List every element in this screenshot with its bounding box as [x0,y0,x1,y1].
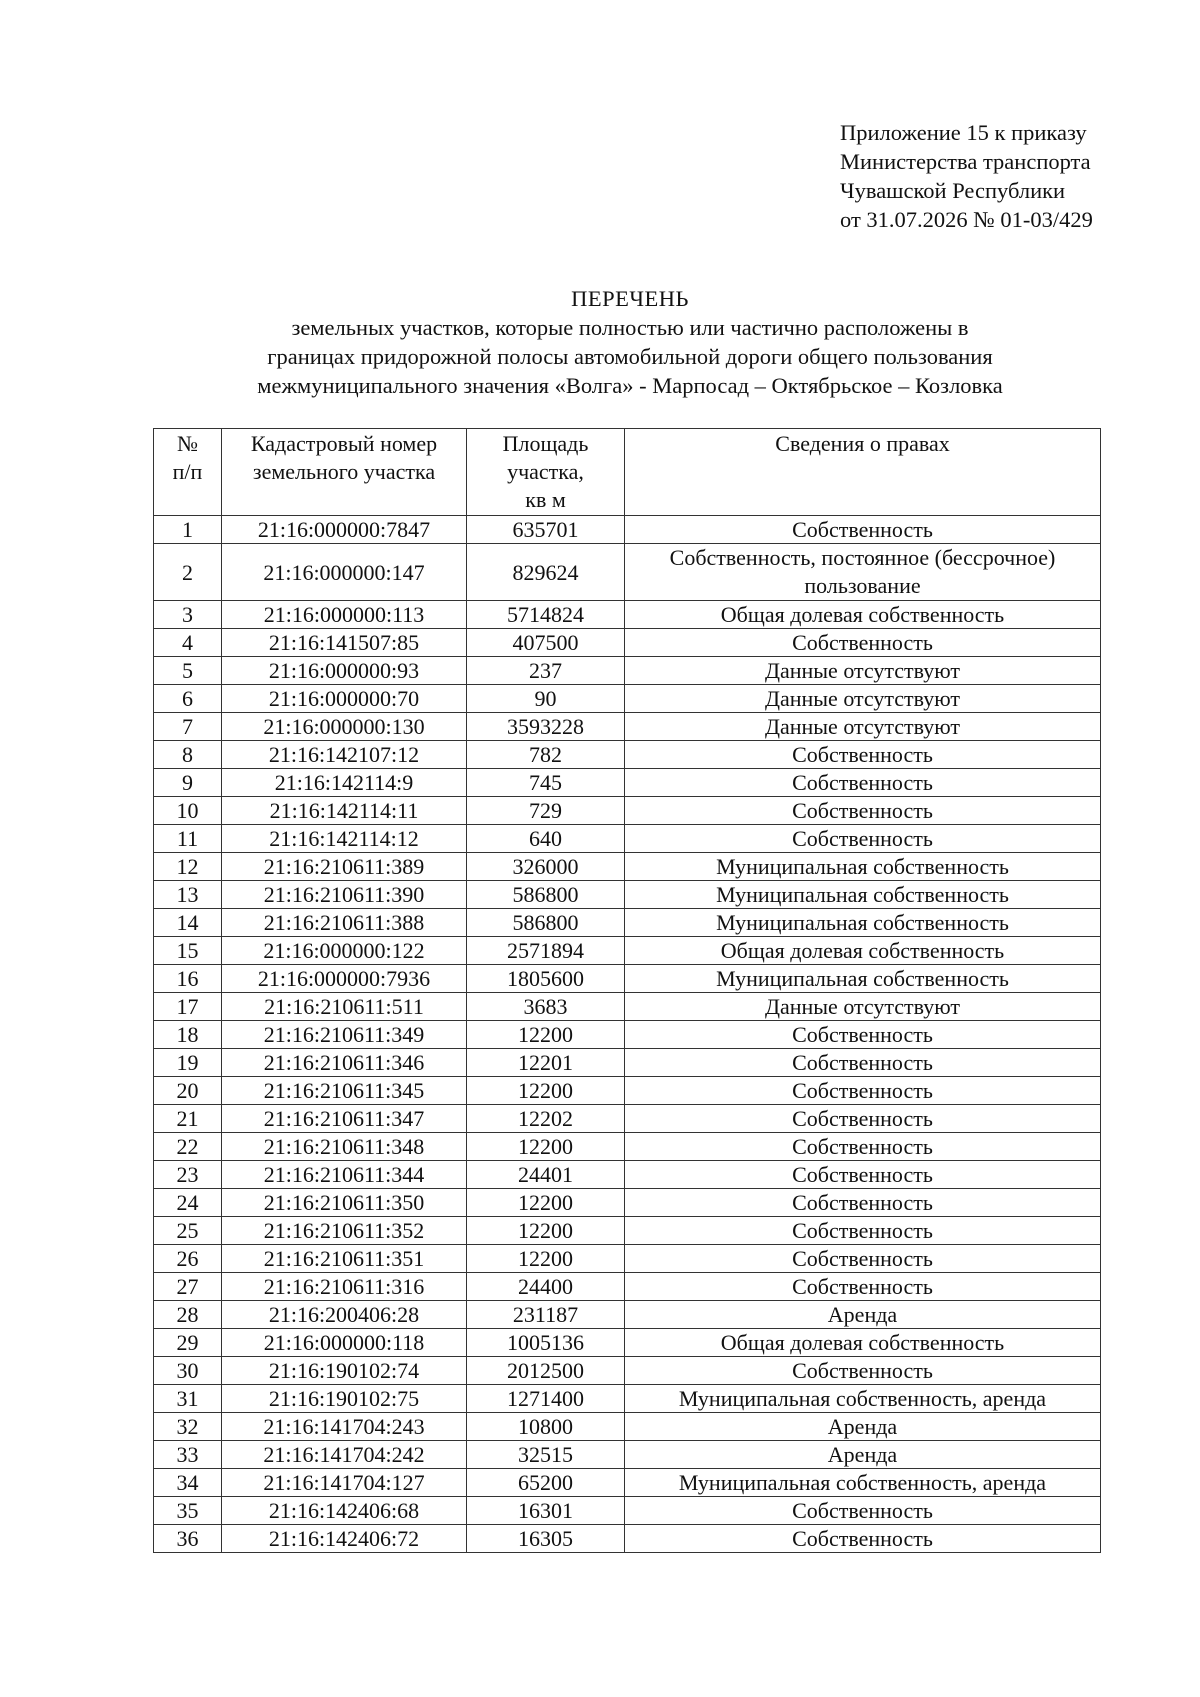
cell-rights: Собственность [625,1357,1101,1385]
cell-cadastral-number: 21:16:000000:70 [222,685,467,713]
table-row [154,685,1101,713]
cell-cadastral-number: 21:16:210611:348 [222,1133,467,1161]
cell-area: 24400 [467,1273,625,1301]
table-row [154,1273,1101,1301]
cell-rights: Муниципальная собственность, аренда [625,1469,1101,1497]
table-row [154,1161,1101,1189]
cell-rights: Собственность [625,1077,1101,1105]
cell-rights: Аренда [625,1413,1101,1441]
appendix-line: Министерства транспорта [840,149,1091,174]
cell-rights: Собственность [625,1021,1101,1049]
cell-area: 12200 [467,1077,625,1105]
table-row [154,1357,1101,1385]
table-row [154,657,1101,685]
table-row [154,1301,1101,1329]
cell-area: 3683 [467,993,625,1021]
cell-cadastral-number: 21:16:210611:349 [222,1021,467,1049]
table-row [154,1525,1101,1553]
cell-number: 22 [154,1133,222,1161]
header-area [467,429,625,516]
cell-rights: Собственность [625,629,1101,657]
table-row [154,965,1101,993]
cell-area: 12200 [467,1133,625,1161]
cell-area: 32515 [467,1441,625,1469]
cell-number: 10 [154,797,222,825]
cell-area: 12201 [467,1049,625,1077]
cell-number: 14 [154,909,222,937]
cell-area: 12200 [467,1189,625,1217]
cell-rights: Собственность [625,797,1101,825]
table-row [154,629,1101,657]
cell-area: 16305 [467,1525,625,1553]
cell-area: 729 [467,797,625,825]
document-heading [150,284,1110,400]
cell-rights: Собственность [625,1105,1101,1133]
cell-cadastral-number: 21:16:210611:511 [222,993,467,1021]
cell-cadastral-number: 21:16:210611:345 [222,1077,467,1105]
cell-rights: Собственность [625,1049,1101,1077]
cell-number: 33 [154,1441,222,1469]
cell-number: 6 [154,685,222,713]
table-row [154,1105,1101,1133]
cell-number: 32 [154,1413,222,1441]
cell-area: 829624 [467,544,625,601]
cell-number: 24 [154,1189,222,1217]
cell-cadastral-number: 21:16:210611:390 [222,881,467,909]
table-row [154,1189,1101,1217]
table-row [154,1329,1101,1357]
cell-area: 231187 [467,1301,625,1329]
header-line: № [177,431,198,456]
table-row [154,544,1101,601]
cell-area: 1805600 [467,965,625,993]
cell-rights: Муниципальная собственность [625,909,1101,937]
cell-area: 1271400 [467,1385,625,1413]
table-row [154,1469,1101,1497]
cell-cadastral-number: 21:16:141704:243 [222,1413,467,1441]
cell-rights: Собственность [625,1217,1101,1245]
cell-number: 4 [154,629,222,657]
cell-number: 35 [154,1497,222,1525]
cell-number: 34 [154,1469,222,1497]
cell-rights: Муниципальная собственность [625,965,1101,993]
table-row [154,769,1101,797]
cell-rights: Собственность [625,1133,1101,1161]
table-row [154,937,1101,965]
cell-rights: Собственность [625,1273,1101,1301]
cell-area: 12200 [467,1021,625,1049]
cell-number: 3 [154,601,222,629]
cell-cadastral-number: 21:16:142406:72 [222,1525,467,1553]
cell-cadastral-number: 21:16:142114:12 [222,825,467,853]
cell-number: 29 [154,1329,222,1357]
table-row [154,1049,1101,1077]
cell-area: 65200 [467,1469,625,1497]
header-line: Кадастровый номер [250,431,438,456]
cell-area: 24401 [467,1161,625,1189]
cell-number: 36 [154,1525,222,1553]
table-row [154,1021,1101,1049]
cell-cadastral-number: 21:16:200406:28 [222,1301,467,1329]
table-row [154,797,1101,825]
cell-cadastral-number: 21:16:142107:12 [222,741,467,769]
cell-rights: Аренда [625,1441,1101,1469]
header-rights [625,429,1101,516]
cell-area: 1005136 [467,1329,625,1357]
header-line: п/п [172,459,203,484]
cell-rights: Муниципальная собственность [625,853,1101,881]
cell-cadastral-number: 21:16:210611:352 [222,1217,467,1245]
cell-cadastral-number: 21:16:210611:316 [222,1273,467,1301]
cell-area: 640 [467,825,625,853]
header-number [154,429,222,516]
cell-rights: Собственность [625,1161,1101,1189]
cell-rights: Муниципальная собственность [625,881,1101,909]
appendix-line: Приложение 15 к приказу [840,120,1087,145]
cell-cadastral-number: 21:16:000000:147 [222,544,467,601]
land-plots-table [153,428,1101,1553]
header-line: земельного участка [252,459,436,484]
appendix-line: Чувашской Республики [840,178,1066,203]
cell-rights: Собственность [625,741,1101,769]
cell-rights: Муниципальная собственность, аренда [625,1385,1101,1413]
table-row [154,1077,1101,1105]
cell-number: 25 [154,1217,222,1245]
cell-rights: Собственность [625,516,1101,544]
header-line: кв м [525,487,566,512]
cell-number: 27 [154,1273,222,1301]
cell-area: 237 [467,657,625,685]
cell-cadastral-number: 21:16:210611:351 [222,1245,467,1273]
cell-rights: Собственность [625,1497,1101,1525]
cell-cadastral-number: 21:16:000000:7847 [222,516,467,544]
cell-rights: Собственность [625,825,1101,853]
table-row [154,909,1101,937]
cell-rights: Данные отсутствуют [625,685,1101,713]
table-row [154,1245,1101,1273]
cell-cadastral-number: 21:16:142114:11 [222,797,467,825]
cell-number: 16 [154,965,222,993]
cell-number: 13 [154,881,222,909]
table-row [154,1133,1101,1161]
cell-number: 20 [154,1077,222,1105]
cell-cadastral-number: 21:16:142114:9 [222,769,467,797]
cell-cadastral-number: 21:16:141704:242 [222,1441,467,1469]
cell-cadastral-number: 21:16:000000:118 [222,1329,467,1357]
header-line: Площадь [502,431,589,456]
cell-number: 1 [154,516,222,544]
cell-number: 23 [154,1161,222,1189]
document-title: ПЕРЕЧЕНЬ [571,286,689,311]
cell-rights: Общая долевая собственность [625,1329,1101,1357]
cell-number: 5 [154,657,222,685]
cell-cadastral-number: 21:16:000000:122 [222,937,467,965]
cell-cadastral-number: 21:16:210611:388 [222,909,467,937]
cell-cadastral-number: 21:16:000000:93 [222,657,467,685]
cell-rights: Собственность, постоянное (бессрочное) пользование [625,544,1101,601]
cell-area: 12200 [467,1245,625,1273]
table-row [154,601,1101,629]
cell-rights: Общая долевая собственность [625,601,1101,629]
cell-rights: Собственность [625,1245,1101,1273]
table-row [154,713,1101,741]
heading-line: межмуниципального значения «Волга» - Марпосад – Октябрьское – Козловка [257,373,1003,398]
cell-number: 17 [154,993,222,1021]
cell-area: 2571894 [467,937,625,965]
cell-area: 407500 [467,629,625,657]
table-row [154,1385,1101,1413]
heading-line: границах придорожной полосы автомобильной дороги общего пользования [267,344,993,369]
table-row [154,1497,1101,1525]
table-row [154,1441,1101,1469]
cell-rights: Собственность [625,1525,1101,1553]
cell-area: 586800 [467,881,625,909]
cell-rights: Собственность [625,769,1101,797]
cell-area: 16301 [467,1497,625,1525]
table-row [154,853,1101,881]
cell-cadastral-number: 21:16:210611:389 [222,853,467,881]
cell-cadastral-number: 21:16:141704:127 [222,1469,467,1497]
cell-cadastral-number: 21:16:210611:350 [222,1189,467,1217]
cell-rights: Данные отсутствуют [625,993,1101,1021]
cell-area: 782 [467,741,625,769]
cell-area: 635701 [467,516,625,544]
header-line: Сведения о правах [775,431,950,456]
cell-cadastral-number: 21:16:210611:346 [222,1049,467,1077]
cell-area: 10800 [467,1413,625,1441]
cell-rights: Аренда [625,1301,1101,1329]
cell-number: 30 [154,1357,222,1385]
cell-cadastral-number: 21:16:190102:75 [222,1385,467,1413]
cell-number: 31 [154,1385,222,1413]
cell-number: 12 [154,853,222,881]
cell-cadastral-number: 21:16:142406:68 [222,1497,467,1525]
cell-number: 26 [154,1245,222,1273]
cell-area: 90 [467,685,625,713]
cell-cadastral-number: 21:16:000000:130 [222,713,467,741]
cell-number: 15 [154,937,222,965]
table-row [154,825,1101,853]
cell-area: 2012500 [467,1357,625,1385]
cell-number: 11 [154,825,222,853]
table-row [154,741,1101,769]
cell-number: 7 [154,713,222,741]
cell-cadastral-number: 21:16:000000:113 [222,601,467,629]
cell-area: 12200 [467,1217,625,1245]
cell-area: 586800 [467,909,625,937]
appendix-note [840,118,1093,234]
cell-number: 28 [154,1301,222,1329]
cell-rights: Данные отсутствуют [625,713,1101,741]
cell-number: 21 [154,1105,222,1133]
cell-area: 3593228 [467,713,625,741]
table-row [154,1217,1101,1245]
cell-cadastral-number: 21:16:190102:74 [222,1357,467,1385]
heading-line: земельных участков, которые полностью или частично расположены в [291,315,969,340]
table-row [154,993,1101,1021]
cell-number: 18 [154,1021,222,1049]
appendix-line: от 31.07.2026 № 01-03/429 [840,207,1093,232]
cell-cadastral-number: 21:16:210611:344 [222,1161,467,1189]
table-header-row [154,429,1101,516]
cell-rights: Данные отсутствуют [625,657,1101,685]
cell-area: 12202 [467,1105,625,1133]
cell-cadastral-number: 21:16:000000:7936 [222,965,467,993]
table-row [154,516,1101,544]
cell-number: 9 [154,769,222,797]
cell-cadastral-number: 21:16:210611:347 [222,1105,467,1133]
cell-cadastral-number: 21:16:141507:85 [222,629,467,657]
table-row [154,881,1101,909]
table-body [154,516,1101,1553]
cell-number: 2 [154,544,222,601]
cell-rights: Общая долевая собственность [625,937,1101,965]
cell-rights: Собственность [625,1189,1101,1217]
cell-area: 745 [467,769,625,797]
cell-area: 5714824 [467,601,625,629]
cell-area: 326000 [467,853,625,881]
cell-number: 19 [154,1049,222,1077]
table-row [154,1413,1101,1441]
cell-number: 8 [154,741,222,769]
header-cadastral-number [222,429,467,516]
header-line: участка, [507,459,584,484]
